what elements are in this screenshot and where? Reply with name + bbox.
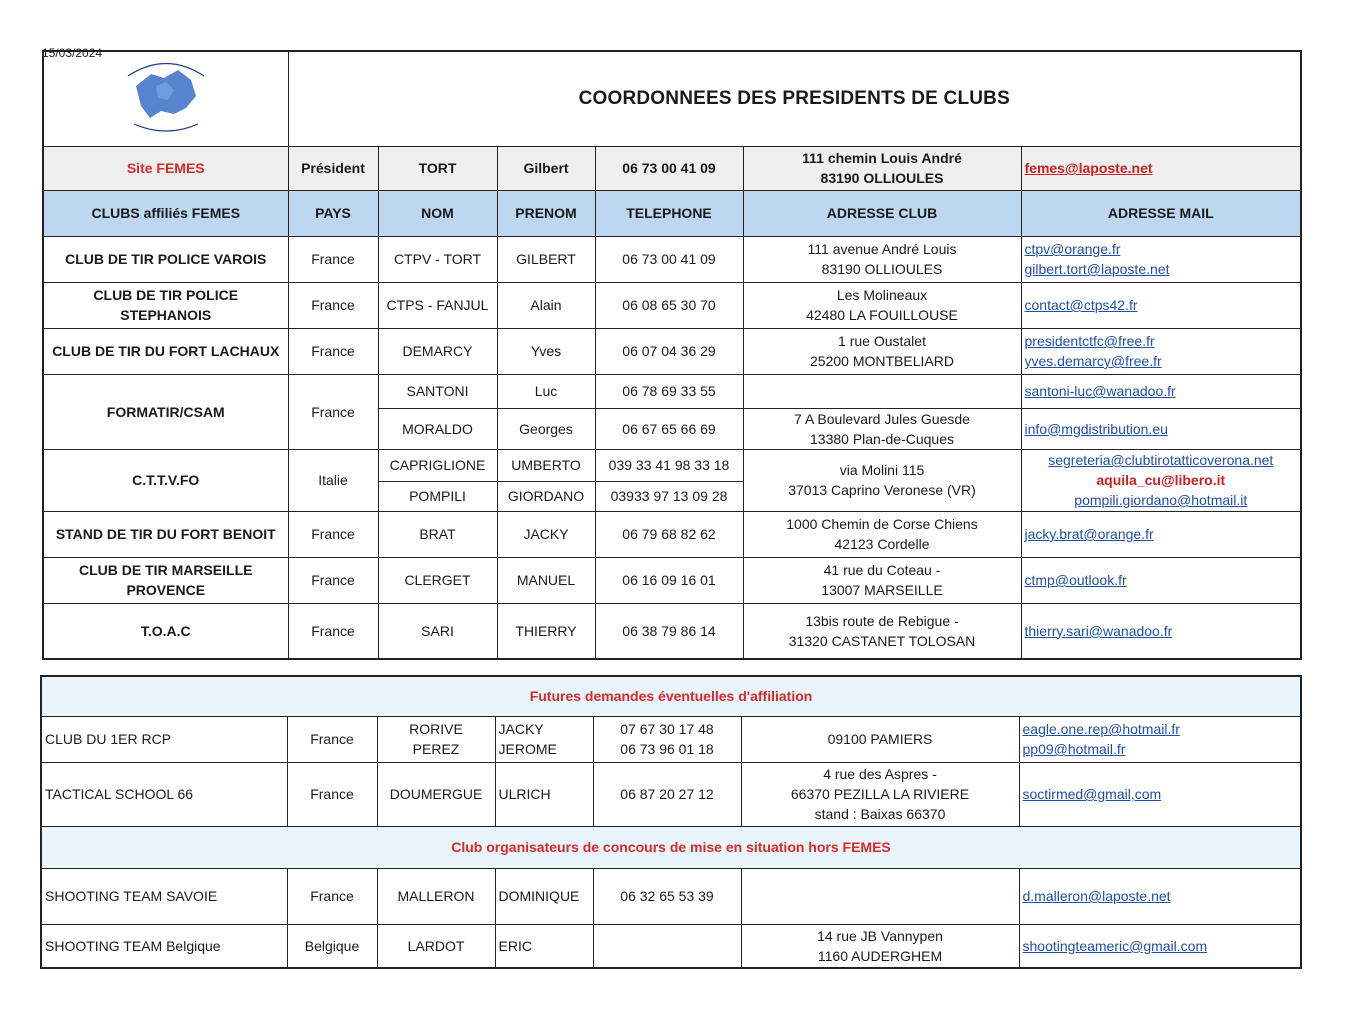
club-prenom: ULRICH — [495, 762, 593, 826]
address-line: 1160 AUDERGHEM — [817, 947, 943, 964]
club-name: CLUB DE TIR DU FORT LACHAUX — [43, 328, 288, 374]
email-link[interactable]: d.malleron@laposte.net — [1022, 888, 1171, 904]
club-tel: 06 38 79 86 14 — [595, 603, 743, 659]
federation-logo — [116, 56, 216, 136]
site-row — [43, 146, 1301, 190]
site-email-cell — [1021, 146, 1301, 190]
email-link[interactable]: soctirmed@gmail,com — [1022, 786, 1162, 802]
club-tel: 03933 97 13 09 28 — [595, 481, 743, 511]
email-link[interactable]: aquila_cu@libero.it — [1096, 472, 1226, 488]
address-line: 1 rue Oustalet — [838, 333, 926, 349]
presidents-table — [42, 50, 1302, 660]
table-row — [43, 282, 1301, 328]
table-row — [41, 716, 1301, 762]
table-row — [43, 603, 1301, 659]
club-tel: 06 16 09 16 01 — [595, 557, 743, 603]
site-prenom: Gilbert — [497, 146, 595, 190]
club-tel: 06 73 00 41 09 — [595, 236, 743, 282]
table-row — [41, 924, 1301, 968]
email-link[interactable]: eagle.one.rep@hotmail.fr — [1022, 721, 1180, 737]
col-header-prenom: PRENOM — [497, 190, 595, 236]
club-name: T.O.A.C — [43, 603, 288, 659]
address-line: 4 rue des Aspres - — [823, 766, 937, 782]
email-link[interactable]: yves.demarcy@free.fr — [1024, 353, 1162, 369]
address-line: via Molini 115 — [839, 462, 925, 478]
club-emails — [1021, 449, 1301, 511]
club-name: CLUB DE TIR POLICE STEPHANOIS — [43, 282, 288, 328]
address-line: 13007 MARSEILLE — [821, 582, 943, 598]
club-emails — [1021, 603, 1301, 659]
address-line: 66370 PEZILLA LA RIVIERE — [790, 786, 970, 802]
email-link[interactable]: shootingteameric@gmail.com — [1022, 937, 1208, 954]
email-link[interactable]: info@mgdistribution.eu — [1024, 420, 1168, 437]
club-name: CLUB DE TIR MARSEILLE PROVENCE — [43, 557, 288, 603]
club-name: CLUB DU 1ER RCP — [41, 716, 287, 762]
address-line: 7 A Boulevard Jules Guesde — [794, 410, 970, 427]
address-line: 42480 LA FOUILLOUSE — [806, 307, 958, 323]
address-line: 13380 Plan-de-Cuques — [810, 430, 954, 447]
club-pays: France — [288, 511, 378, 557]
address-line: 31320 CASTANET TOLOSAN — [788, 632, 976, 649]
nom-line: PEREZ — [412, 741, 460, 757]
club-emails — [1021, 328, 1301, 374]
club-prenom: GIORDANO — [497, 481, 595, 511]
club-prenom: DOMINIQUE — [495, 868, 593, 924]
club-name: STAND DE TIR DU FORT BENOIT — [43, 511, 288, 557]
table-row — [41, 868, 1301, 924]
club-nom: MALLERON — [377, 868, 495, 924]
club-name: SHOOTING TEAM Belgique — [41, 924, 287, 968]
club-nom: DEMARCY — [378, 328, 497, 374]
club-nom: SANTONI — [378, 374, 497, 408]
club-address — [743, 557, 1021, 603]
address-line: 1000 Chemin de Corse Chiens — [786, 516, 978, 532]
club-nom: CTPV - TORT — [378, 236, 497, 282]
header-row — [43, 190, 1301, 236]
club-address — [741, 762, 1019, 826]
club-name: CLUB DE TIR POLICE VAROIS — [43, 236, 288, 282]
email-link[interactable]: ctmp@outlook.fr — [1024, 572, 1127, 588]
address-line: Les Molineaux — [836, 287, 928, 303]
club-pays: France — [288, 328, 378, 374]
club-emails — [1021, 374, 1301, 408]
address-line: 111 chemin Louis André — [802, 150, 962, 166]
club-address — [741, 868, 1019, 924]
club-tel: 06 07 04 36 29 — [595, 328, 743, 374]
club-pays: France — [288, 282, 378, 328]
prenom-line: JEROME — [498, 741, 557, 757]
table-row — [43, 328, 1301, 374]
club-emails — [1021, 282, 1301, 328]
table-row — [43, 449, 1301, 481]
email-link[interactable]: santoni-luc@wanadoo.fr — [1024, 383, 1176, 399]
address-line: stand : Baixas 66370 — [814, 806, 946, 822]
site-nom: TORT — [378, 146, 497, 190]
club-prenom: ERIC — [495, 924, 593, 968]
address-line: 37013 Caprino Veronese (VR) — [788, 482, 976, 498]
address-line: 42123 Cordelle — [834, 536, 930, 552]
email-link[interactable]: gilbert.tort@laposte.net — [1024, 261, 1170, 277]
col-header-mail: ADRESSE MAIL — [1021, 190, 1301, 236]
club-name: TACTICAL SCHOOL 66 — [41, 762, 287, 826]
section-header — [41, 676, 1301, 716]
section-header — [41, 826, 1301, 868]
address-line: 41 rue du Coteau - — [823, 562, 941, 578]
club-tel: 06 79 68 82 62 — [595, 511, 743, 557]
club-address — [741, 716, 1019, 762]
address-line: 83190 OLLIOULES — [821, 261, 943, 277]
club-pays: France — [288, 374, 378, 449]
club-tel: 06 87 20 27 12 — [593, 762, 741, 826]
site-tel: 06 73 00 41 09 — [595, 146, 743, 190]
document-date: 15/03/2024 — [42, 46, 103, 60]
club-name: FORMATIR/CSAM — [43, 374, 288, 449]
email-link[interactable]: thierry.sari@wanadoo.fr — [1024, 622, 1173, 639]
club-nom: DOUMERGUE — [377, 762, 495, 826]
club-tel — [593, 716, 741, 762]
club-prenom: Georges — [497, 408, 595, 449]
address-line: 111 avenue André Louis — [807, 241, 957, 257]
address-line: 14 rue JB Vannypen — [817, 927, 943, 944]
club-prenom: UMBERTO — [497, 449, 595, 481]
club-emails — [1019, 762, 1301, 826]
col-header-tel: TELEPHONE — [595, 190, 743, 236]
club-prenom: JACKY — [497, 511, 595, 557]
club-address — [743, 511, 1021, 557]
table-row — [41, 762, 1301, 826]
table-row — [43, 374, 1301, 408]
tel-line: 07 67 30 17 48 — [620, 721, 714, 737]
page-title: COORDONNEES DES PRESIDENTS DE CLUBS — [288, 51, 1301, 146]
club-prenom: Alain — [497, 282, 595, 328]
site-address — [743, 146, 1021, 190]
club-address — [743, 374, 1021, 408]
club-pays: France — [288, 603, 378, 659]
club-name: C.T.T.V.FO — [43, 449, 288, 511]
club-tel: 06 67 65 66 69 — [595, 408, 743, 449]
email-link[interactable]: ctpv@orange.fr — [1024, 241, 1121, 257]
club-prenom: GILBERT — [497, 236, 595, 282]
club-emails — [1021, 557, 1301, 603]
title-row — [43, 51, 1301, 146]
col-header-adresse: ADRESSE CLUB — [743, 190, 1021, 236]
club-prenom: Yves — [497, 328, 595, 374]
club-address — [743, 236, 1021, 282]
address-line: 83190 OLLIOULES — [820, 170, 944, 186]
club-pays: France — [287, 762, 377, 826]
prenom-line: JACKY — [498, 721, 544, 737]
club-prenom — [495, 716, 593, 762]
club-nom — [377, 716, 495, 762]
site-role: Président — [288, 146, 378, 190]
club-emails — [1021, 511, 1301, 557]
club-pays: France — [288, 236, 378, 282]
club-name: SHOOTING TEAM SAVOIE — [41, 868, 287, 924]
club-pays: France — [287, 716, 377, 762]
col-header-nom: NOM — [378, 190, 497, 236]
email-link[interactable]: jacky.brat@orange.fr — [1024, 526, 1154, 542]
club-pays: France — [288, 557, 378, 603]
club-emails — [1021, 408, 1301, 449]
club-nom: BRAT — [378, 511, 497, 557]
logo-cell — [43, 51, 288, 146]
club-nom: SARI — [378, 603, 497, 659]
club-tel: 06 32 65 53 39 — [593, 868, 741, 924]
site-label: Site FEMES — [43, 146, 288, 190]
email-link[interactable]: contact@ctps42.fr — [1024, 297, 1138, 313]
section-title-future: Futures demandes éventuelles d'affiliation — [41, 676, 1301, 716]
club-prenom: Luc — [497, 374, 595, 408]
table-row — [43, 511, 1301, 557]
club-tel — [593, 924, 741, 968]
club-prenom: MANUEL — [497, 557, 595, 603]
address-line: 25200 MONTBELIARD — [810, 353, 954, 369]
col-header-pays: PAYS — [288, 190, 378, 236]
email-link[interactable]: presidentctfc@free.fr — [1024, 333, 1155, 349]
address-line: 13bis route de Rebigue - — [805, 612, 959, 629]
club-address — [743, 328, 1021, 374]
club-address — [743, 408, 1021, 449]
club-address — [743, 449, 1021, 511]
club-emails — [1021, 236, 1301, 282]
club-address — [743, 282, 1021, 328]
email-link[interactable]: pp09@hotmail.fr — [1022, 741, 1126, 757]
club-tel: 06 08 65 30 70 — [595, 282, 743, 328]
club-pays: Italie — [288, 449, 378, 511]
club-pays: Belgique — [287, 924, 377, 968]
club-nom: POMPILI — [378, 481, 497, 511]
table-row — [43, 236, 1301, 282]
site-email-link[interactable]: femes@laposte.net — [1024, 160, 1153, 176]
other-clubs-table — [40, 675, 1302, 969]
club-prenom: THIERRY — [497, 603, 595, 659]
club-address — [743, 603, 1021, 659]
club-tel: 039 33 41 98 33 18 — [595, 449, 743, 481]
club-nom: CLERGET — [378, 557, 497, 603]
club-nom: CTPS - FANJUL — [378, 282, 497, 328]
email-link[interactable]: pompili.giordano@hotmail.it — [1074, 492, 1248, 508]
club-nom: CAPRIGLIONE — [378, 449, 497, 481]
club-emails — [1019, 716, 1301, 762]
section-title-organisers: Club organisateurs de concours de mise en situation hors FEMES — [41, 826, 1301, 868]
tel-line: 06 73 96 01 18 — [620, 741, 714, 757]
club-emails — [1019, 924, 1301, 968]
col-header-club: CLUBS affiliés FEMES — [43, 190, 288, 236]
nom-line: RORIVE — [409, 721, 463, 737]
table-row — [43, 557, 1301, 603]
club-nom: MORALDO — [378, 408, 497, 449]
club-pays: France — [287, 868, 377, 924]
club-nom: LARDOT — [377, 924, 495, 968]
club-address — [741, 924, 1019, 968]
club-tel: 06 78 69 33 55 — [595, 374, 743, 408]
club-emails — [1019, 868, 1301, 924]
address-line: 09100 PAMIERS — [827, 731, 933, 747]
email-link[interactable]: segreteria@clubtirotatticoverona.net — [1048, 452, 1274, 468]
